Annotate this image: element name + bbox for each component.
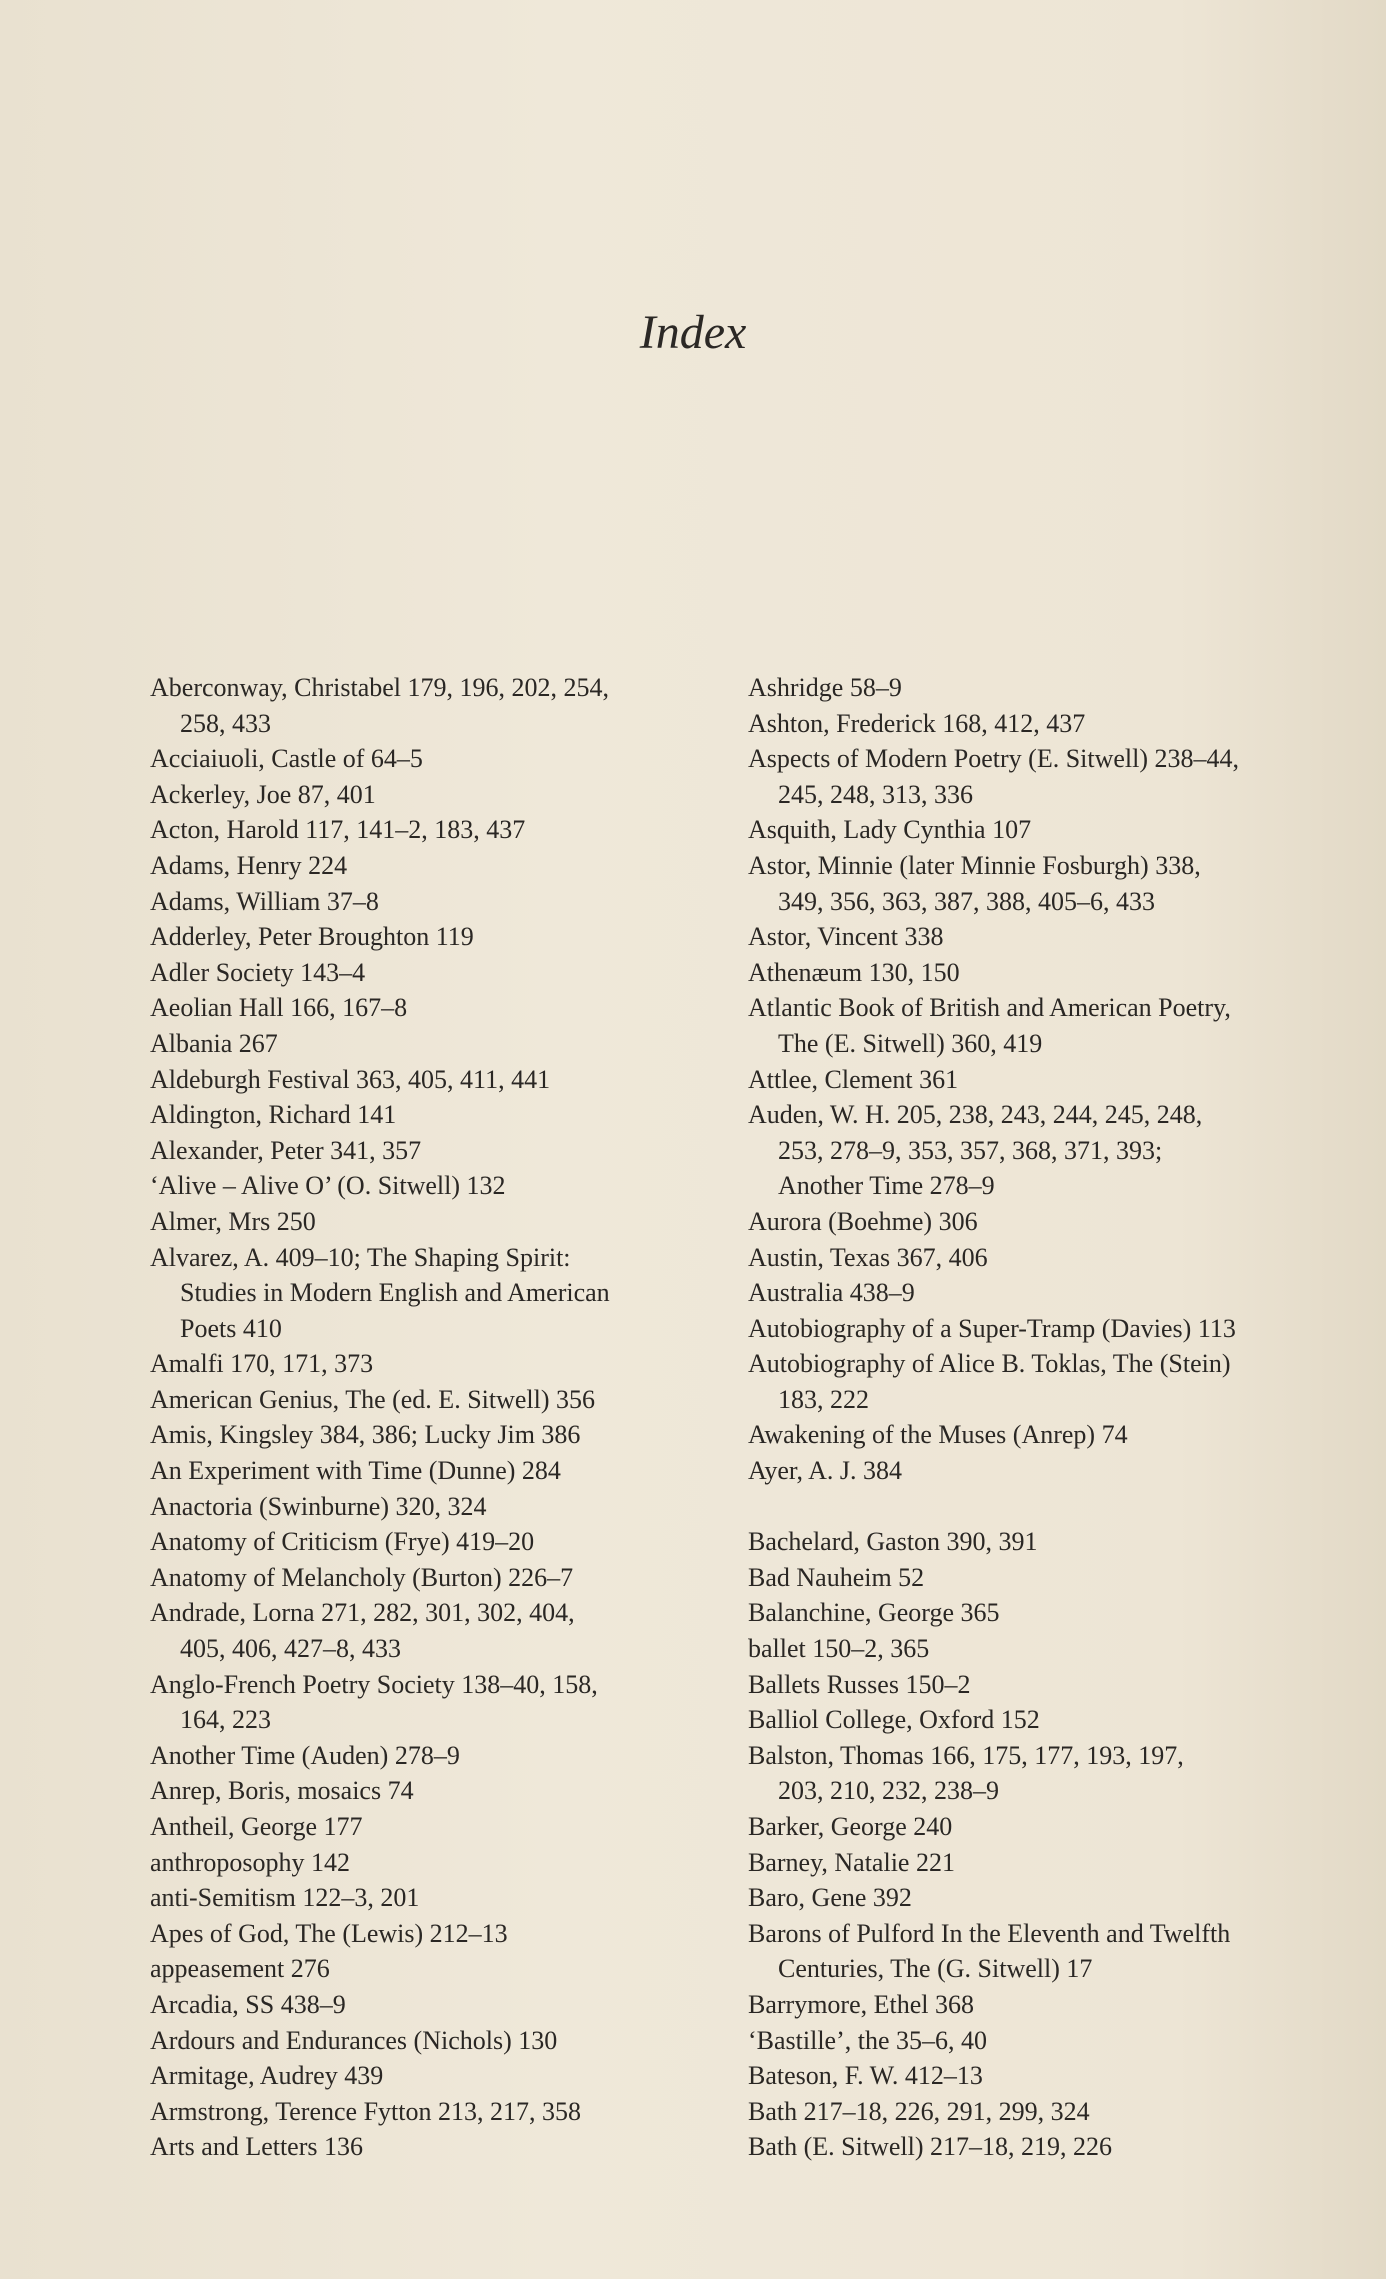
entry-line: Ashridge 58–9: [748, 673, 902, 702]
index-entry: [748, 1845, 1348, 1881]
entry-line: Australia 438–9: [748, 1278, 915, 1308]
index-entry: [150, 1204, 750, 1240]
entry-line: ‘Alive – Alive O’ (O. Sitwell) 132: [150, 1171, 506, 1201]
index-entry: [748, 2129, 1348, 2165]
entry-line-continued: Another Time 278–9: [778, 1171, 995, 1201]
index-entry: [150, 777, 750, 813]
index-entry: [150, 1133, 750, 1169]
entry-line: Autobiography of a Super-Tramp (Davies) 113: [748, 1313, 1236, 1343]
entry-line: Armitage, Audrey 439: [150, 2061, 384, 2091]
index-entry: [150, 1524, 750, 1560]
index-entry: [748, 812, 1348, 848]
entry-line: Acton, Harold 117, 141–2, 183, 437: [150, 815, 526, 845]
entry-line: Anglo-French Poetry Society 138–40, 158,: [150, 1669, 598, 1699]
index-entry: [150, 1595, 750, 1666]
entry-line: Barons of Pulford In the Eleventh and Twelfth: [748, 1918, 1231, 1948]
index-entry: [150, 1738, 750, 1774]
entry-line: Alvarez, A. 409–10; The Shaping Spirit:: [150, 1242, 571, 1272]
index-entry: [150, 919, 750, 955]
entry-line: anthroposophy 142: [150, 1847, 351, 1877]
index-entry: [748, 1916, 1348, 1987]
index-entry: [150, 1845, 750, 1881]
entry-line: Barrymore, Ethel 368: [748, 1989, 974, 2019]
entry-line: Armstrong, Terence Fytton 213, 217, 358: [150, 2096, 581, 2126]
entry-line: Ackerley, Joe 87, 401: [150, 779, 376, 809]
index-entry: [748, 1560, 1348, 1596]
entry-line: Asquith, Lady Cynthia 107: [748, 815, 1032, 845]
index-entry: [150, 1667, 750, 1738]
entry-line: Astor, Minnie (later Minnie Fosburgh) 338,: [748, 850, 1201, 880]
entry-line-continued: Centuries, The (G. Sitwell) 17: [778, 1954, 1093, 1984]
entry-line: Attlee, Clement 361: [748, 1064, 959, 1094]
index-entry: [150, 990, 750, 1026]
entry-line: Balston, Thomas 166, 175, 177, 193, 197,: [748, 1740, 1184, 1770]
entry-line-continued: 253, 278–9, 353, 357, 368, 371, 393;: [778, 1135, 1163, 1165]
entry-line: Awakening of the Muses (Anrep) 74: [748, 1420, 1128, 1450]
index-entry: [150, 1453, 750, 1489]
entry-line: Anatomy of Criticism (Frye) 419–20: [150, 1527, 535, 1557]
entry-line: ballet 150–2, 365: [748, 1634, 930, 1664]
index-entry: [748, 1204, 1348, 1240]
index-entry: [150, 848, 750, 884]
entry-line: Astor, Vincent 338: [748, 922, 944, 952]
entry-line: Amalfi 170, 171, 373: [150, 1349, 374, 1379]
index-entry: [150, 2094, 750, 2130]
entry-line: Auden, W. H. 205, 238, 243, 244, 245, 248,: [748, 1100, 1203, 1130]
entry-line: Barker, George 240: [748, 1812, 953, 1841]
entry-line: American Genius, The (ed. E. Sitwell) 356: [150, 1384, 596, 1414]
index-entry: [150, 1809, 750, 1845]
entry-line: Almer, Mrs 250: [150, 1206, 316, 1236]
index-entry: [150, 1773, 750, 1809]
index-entry: [748, 990, 1348, 1061]
entry-line-continued: Studies in Modern English and American: [180, 1278, 610, 1308]
index-entry: [150, 1168, 750, 1204]
index-entry: [748, 1987, 1348, 2023]
entry-line: Ardours and Endurances (Nichols) 130: [150, 2025, 558, 2055]
index-entry: [748, 741, 1348, 812]
entry-line: Ballets Russes 150–2: [748, 1669, 971, 1699]
index-entry: [150, 955, 750, 991]
index-entry: [150, 1560, 750, 1596]
index-entry: [150, 1880, 750, 1916]
index-entry: [150, 1417, 750, 1453]
index-entry: [748, 848, 1348, 919]
index-entry: [748, 1738, 1348, 1809]
entry-line: Adams, William 37–8: [150, 886, 379, 916]
entry-line: Balanchine, George 365: [748, 1598, 1000, 1628]
entry-line: Autobiography of Alice B. Toklas, The (Stein): [748, 1349, 1231, 1379]
entry-line: Bachelard, Gaston 390, 391: [748, 1527, 1038, 1557]
entry-line: appeasement 276: [150, 1954, 330, 1984]
entry-line: Alexander, Peter 341, 357: [150, 1135, 422, 1165]
entry-line: Acciaiuoli, Castle of 64–5: [150, 744, 423, 774]
index-entry: [150, 741, 750, 777]
index-entry: [748, 1880, 1348, 1916]
index-entry: [150, 670, 750, 741]
entry-line-continued: 349, 356, 363, 387, 388, 405–6, 433: [778, 886, 1155, 916]
entry-line-continued: Poets 410: [180, 1313, 282, 1343]
index-entry: [748, 706, 1348, 742]
index-entry: [150, 884, 750, 920]
entry-line-continued: 203, 210, 232, 238–9: [778, 1776, 999, 1806]
entry-line: Albania 267: [150, 1028, 278, 1058]
entry-line: Andrade, Lorna 271, 282, 301, 302, 404,: [150, 1598, 575, 1628]
index-entry: [748, 2058, 1348, 2094]
entry-line-continued: 258, 433: [180, 708, 271, 738]
index-column-right: [748, 670, 1348, 2165]
index-entry: [150, 1382, 750, 1418]
index-entry: [150, 1062, 750, 1098]
index-entry: [748, 1311, 1348, 1347]
entry-line: Barney, Natalie 221: [748, 1847, 955, 1877]
index-column-left: [150, 670, 750, 2165]
entry-line: Bateson, F. W. 412–13: [748, 2061, 983, 2091]
entry-line: Amis, Kingsley 384, 386; Lucky Jim 386: [150, 1420, 581, 1450]
entry-line: Anrep, Boris, mosaics 74: [150, 1776, 414, 1806]
entry-line: Aurora (Boehme) 306: [748, 1206, 978, 1236]
entry-line: Anactoria (Swinburne) 320, 324: [150, 1491, 487, 1521]
index-entry: [150, 1916, 750, 1952]
index-entry: [748, 1240, 1348, 1276]
entry-line: Atlantic Book of British and American Poetry,: [748, 993, 1231, 1023]
entry-line: Bad Nauheim 52: [748, 1562, 925, 1592]
index-entry: [150, 2058, 750, 2094]
letter-group-gap: [748, 1489, 1348, 1525]
entry-line-continued: 164, 223: [180, 1705, 271, 1735]
entry-line: Ayer, A. J. 384: [748, 1456, 903, 1486]
entry-line: An Experiment with Time (Dunne) 284: [150, 1456, 561, 1486]
index-entry: [748, 2094, 1348, 2130]
entry-line: Balliol College, Oxford 152: [748, 1705, 1040, 1735]
entry-line: Athenæum 130, 150: [748, 957, 960, 987]
index-entry: [150, 812, 750, 848]
index-entry: [748, 1809, 1348, 1845]
index-entry: [748, 670, 1348, 706]
index-entry: [748, 1595, 1348, 1631]
index-entry: [748, 1524, 1348, 1560]
index-entry: [150, 2023, 750, 2059]
page-title: Index: [639, 306, 747, 359]
index-entry: [150, 2129, 750, 2165]
index-entry: [150, 1489, 750, 1525]
entry-line: Aeolian Hall 166, 167–8: [150, 993, 408, 1023]
index-entry: [748, 955, 1348, 991]
entry-line: Aldeburgh Festival 363, 405, 411, 441: [150, 1064, 551, 1094]
entry-line: Apes of God, The (Lewis) 212–13: [150, 1918, 508, 1948]
entry-line: Baro, Gene 392: [748, 1883, 912, 1913]
entry-line: Adderley, Peter Broughton 119: [150, 922, 474, 952]
entry-line: ‘Bastille’, the 35–6, 40: [748, 2025, 988, 2055]
entry-line: Arts and Letters 136: [150, 2132, 364, 2162]
entry-line-continued: 183, 222: [778, 1384, 869, 1414]
index-entry: [748, 1667, 1348, 1703]
index-entry: [748, 1097, 1348, 1204]
index-entry: [150, 1097, 750, 1133]
index-entry: [150, 1987, 750, 2023]
entry-line-continued: 245, 248, 313, 336: [778, 779, 973, 809]
index-entry: [748, 1631, 1348, 1667]
entry-line: Adams, Henry 224: [150, 850, 348, 880]
index-entry: [150, 1240, 750, 1347]
index-entry: [748, 1275, 1348, 1311]
index-entry: [748, 1346, 1348, 1417]
index-entry: [150, 1346, 750, 1382]
entry-line: Bath (E. Sitwell) 217–18, 219, 226: [748, 2132, 1112, 2162]
entry-line: Arcadia, SS 438–9: [150, 1989, 346, 2019]
entry-line: Anatomy of Melancholy (Burton) 226–7: [150, 1562, 574, 1592]
index-entry: [748, 919, 1348, 955]
index-entry: [748, 1062, 1348, 1098]
index-entry: [748, 2023, 1348, 2059]
entry-line: Antheil, George 177: [150, 1812, 363, 1841]
entry-line: Another Time (Auden) 278–9: [150, 1740, 460, 1770]
entry-line: Bath 217–18, 226, 291, 299, 324: [748, 2096, 1090, 2126]
index-entry: [748, 1702, 1348, 1738]
index-entry: [150, 1026, 750, 1062]
entry-line-continued: 405, 406, 427–8, 433: [180, 1634, 401, 1664]
entry-line: anti-Semitism 122–3, 201: [150, 1883, 420, 1913]
entry-line: Adler Society 143–4: [150, 957, 366, 987]
entry-line: Aspects of Modern Poetry (E. Sitwell) 238–44,: [748, 744, 1240, 774]
entry-line: Aberconway, Christabel 179, 196, 202, 254,: [150, 673, 610, 702]
index-entry: [748, 1417, 1348, 1453]
entry-line: Ashton, Frederick 168, 412, 437: [748, 708, 1086, 738]
entry-line-continued: The (E. Sitwell) 360, 419: [778, 1028, 1043, 1058]
index-entry: [150, 1951, 750, 1987]
index-entry: [748, 1453, 1348, 1489]
entry-line: Austin, Texas 367, 406: [748, 1242, 988, 1272]
entry-line: Aldington, Richard 141: [150, 1100, 397, 1130]
